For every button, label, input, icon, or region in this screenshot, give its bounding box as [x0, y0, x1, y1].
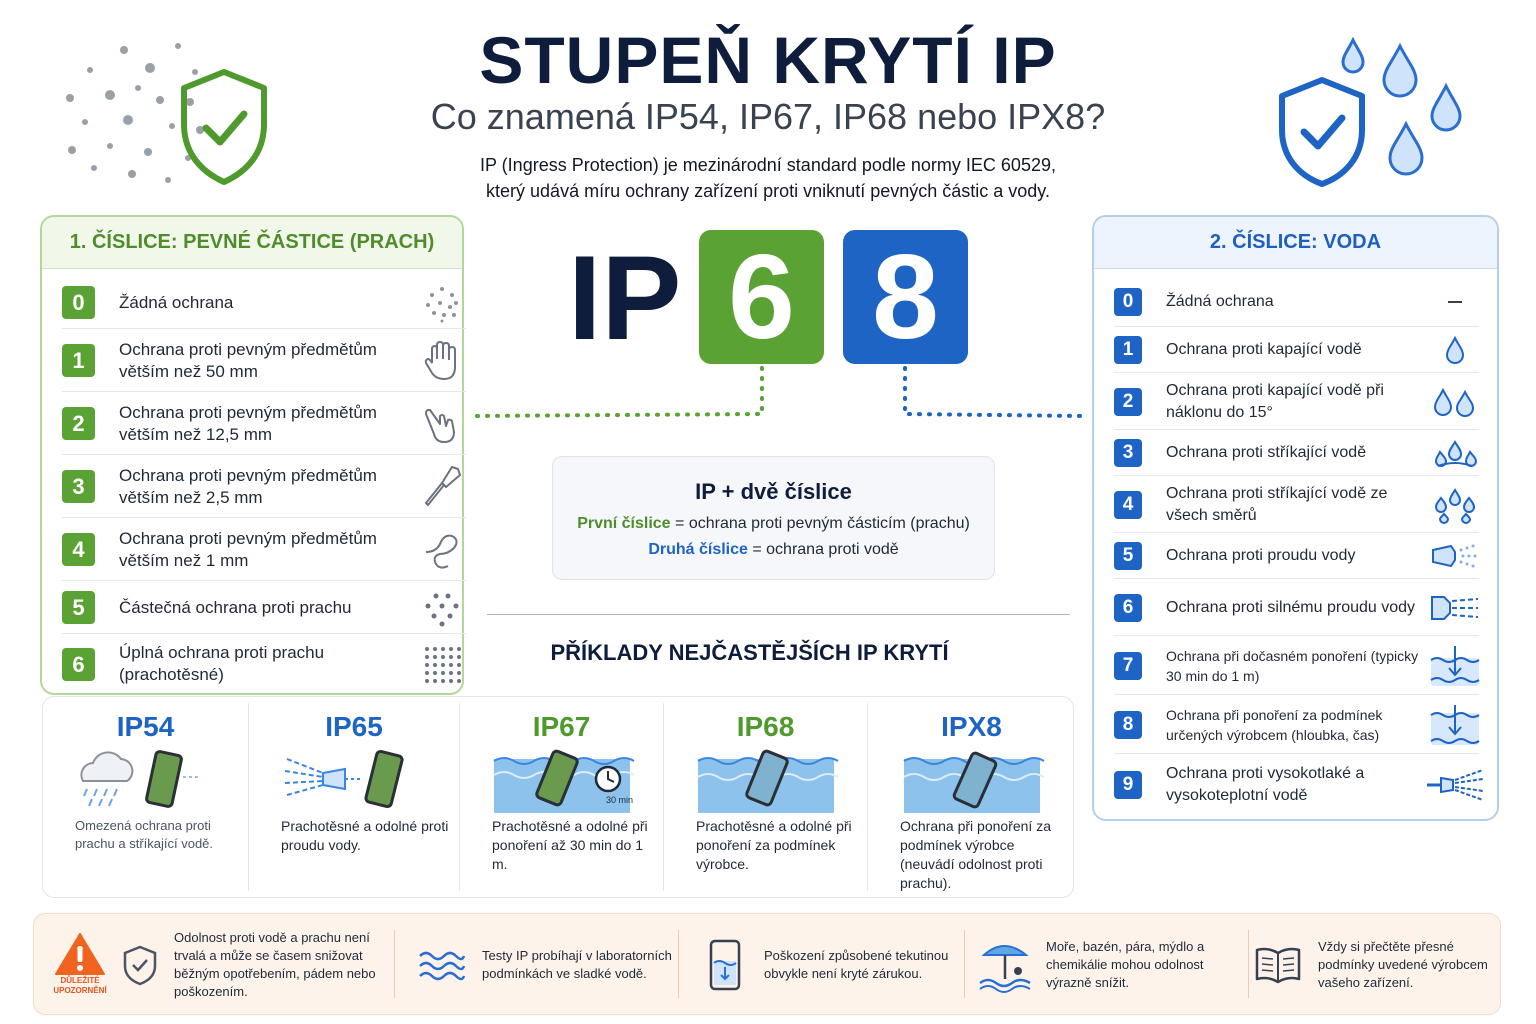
- water-digit-box: 8: [843, 230, 968, 364]
- water-panel-title: 2. ČÍSLICE: VODA: [1094, 217, 1497, 269]
- water-row-6: [1114, 580, 1479, 636]
- dust-panel-title: 1. ČÍSLICE: PEVNÉ ČÁSTICE (PRACH): [42, 217, 462, 269]
- legend-first-key: První číslice: [577, 515, 671, 532]
- dust-row-text: Úplná ochrana proti prachu (prachotěsné): [119, 643, 325, 684]
- dust-row-text: Ochrana proti pevným předmětům větším než 2,5 mm: [119, 465, 377, 507]
- water-row-text: Ochrana proti kapající vodě: [1166, 341, 1362, 358]
- submerged-phone-clock-icon: [494, 751, 634, 813]
- water-row-number: 8: [1114, 711, 1142, 739]
- example-card-ip68: [664, 697, 867, 899]
- dust-panel: [40, 215, 464, 695]
- dust-row-number: 3: [62, 470, 95, 503]
- water-row-1: [1114, 328, 1479, 373]
- splash-all-icon: [1431, 483, 1479, 527]
- water-row-text: Ochrana při dočasném ponoření (typicky 30 min do 1 m): [1166, 647, 1419, 684]
- legend-title: IP + dvě číslice: [695, 479, 852, 504]
- note-text: Odolnost proti vodě a prachu není trvalá a může se časem snižovat běžným opotřebením, pádem nebo poškozením.: [174, 930, 376, 999]
- water-row-3: [1114, 431, 1479, 476]
- note-2: [418, 914, 688, 1016]
- dash-icon: [1431, 280, 1479, 324]
- example-desc: Prachotěsné a odolné při ponoření za podmínek výrobce.: [696, 818, 852, 872]
- water-row-0: [1114, 277, 1479, 327]
- warning-notes: [33, 913, 1501, 1015]
- water-row-7: [1114, 637, 1479, 695]
- water-row-number: 7: [1114, 652, 1142, 680]
- hand-icon: [418, 339, 466, 383]
- water-row-number: 4: [1114, 491, 1142, 519]
- example-title: IP65: [325, 711, 383, 742]
- page-subtitle: Co znamená IP54, IP67, IP68 nebo IPX8?: [430, 96, 1106, 137]
- wire-icon: [418, 528, 466, 572]
- water-row-text: Ochrana proti silnému proudu vody: [1166, 598, 1416, 616]
- example-title: IP67: [532, 711, 591, 742]
- water-row-5: [1114, 534, 1479, 579]
- dust-row-2: [62, 393, 466, 455]
- finger-icon: [418, 402, 466, 446]
- note-separator: [678, 930, 679, 998]
- water-row-number: 1: [1114, 336, 1142, 364]
- example-title: IP54: [116, 711, 175, 742]
- water-row-number: 2: [1114, 388, 1142, 416]
- water-row-number: 9: [1114, 771, 1142, 799]
- note-4: [978, 914, 1238, 1016]
- water-row-text: Ochrana proti proudu vody: [1166, 547, 1356, 564]
- screwdriver-icon: [418, 465, 466, 509]
- water-row-number: 0: [1114, 288, 1142, 316]
- rain-phone-icon: [73, 749, 213, 811]
- dust-row-number: 6: [62, 648, 95, 681]
- note-separator: [964, 930, 965, 998]
- water-row-text: Ochrana proti stříkající vodě: [1166, 444, 1367, 461]
- legend-first-text: = ochrana proti pevným částicím (prachu): [670, 515, 970, 532]
- immersion-icon: [1431, 703, 1479, 747]
- note-separator: [394, 930, 395, 998]
- example-card-ipx8: [868, 697, 1075, 899]
- legend-second-digit: [553, 541, 994, 559]
- water-row-text: Ochrana proti vysokotlaké a vysokoteplotní vodě: [1166, 765, 1365, 804]
- note-text: Poškození způsobené tekutinou obvykle není kryté zárukou.: [764, 948, 949, 981]
- note-text: Testy IP probíhají v laboratorních podmínkách ve sladké vodě.: [482, 948, 672, 981]
- water-row-text: Žádná ochrana: [1166, 292, 1274, 310]
- nozzle-icon: [1431, 534, 1479, 578]
- example-card-ip67: [460, 697, 663, 899]
- warning-label: DŮLEŽITÉ UPOZORNĚNÍ: [53, 976, 107, 995]
- legend-second-text: = ochrana proti vodě: [747, 541, 899, 558]
- dust-row-number: 1: [62, 344, 95, 377]
- dust-row-number: 4: [62, 533, 95, 566]
- submerged-phone-icon: [698, 751, 834, 813]
- dust-row-4: [62, 519, 466, 581]
- note-1: [122, 914, 387, 1016]
- note-text: Vždy si přečtěte přesné podmínky uvedené výrobcem vašeho zařízení.: [1318, 939, 1488, 990]
- intro-line-2: který udává míru ochrany zařízení proti vniknutí pevných částic a vody.: [486, 181, 1050, 201]
- dust-row-6: [62, 635, 466, 693]
- dust-row-number: 2: [62, 407, 95, 440]
- example-desc: Prachotěsné a odolné proti proudu vody.: [281, 818, 449, 853]
- note-separator: [1248, 930, 1249, 998]
- dust-row-text: Ochrana proti pevným předmětům větším než 1 mm: [119, 528, 377, 570]
- dust-row-number: 5: [62, 591, 95, 624]
- green-shield-icon: [176, 66, 272, 188]
- water-drops-icon: [1338, 36, 1468, 176]
- legend-second-key: Druhá číslice: [648, 541, 748, 558]
- note-text: Moře, bazén, pára, mýdlo a chemikálie mohou odolnost výrazně snížit.: [1046, 939, 1205, 990]
- example-desc: Prachotěsné a odolné při ponoření až 30 min do 1 m.: [492, 818, 648, 872]
- water-row-number: 5: [1114, 542, 1142, 570]
- ip-label: IP: [568, 231, 682, 365]
- dust-digit-box: 6: [699, 230, 824, 364]
- high-pressure-icon: [1431, 763, 1479, 807]
- beach-icon: [978, 939, 1032, 991]
- note-5: [1254, 914, 1494, 1016]
- dust-row-text: Ochrana proti pevným předmětům větším než 50 mm: [119, 339, 377, 381]
- ip-legend: [552, 456, 995, 580]
- example-title: IPX8: [941, 711, 1002, 742]
- dust-dots-icon: [418, 586, 466, 630]
- water-row-2: [1114, 374, 1479, 430]
- example-card-ip65: [249, 697, 459, 899]
- water-row-text: Ochrana při ponoření za podmínek určených výrobcem (hloubka, čas): [1166, 706, 1383, 743]
- example-card-ip54: [43, 697, 248, 899]
- water-row-number: 6: [1114, 594, 1142, 622]
- digit-connectors: [464, 364, 1094, 424]
- splash-icon: [1431, 431, 1479, 475]
- dust-row-number: 0: [62, 286, 95, 319]
- page-title: STUPEŇ KRYTÍ IP: [479, 23, 1057, 97]
- immersion-icon: [1431, 644, 1479, 688]
- intro-line-1: IP (Ingress Protection) je mezinárodní standard podle normy IEC 60529,: [480, 155, 1056, 175]
- drop-icon: [1431, 328, 1479, 372]
- section-divider: [487, 614, 1070, 615]
- water-row-number: 3: [1114, 439, 1142, 467]
- deep-submerged-phone-icon: [904, 751, 1040, 813]
- two-drops-icon: [1431, 380, 1479, 424]
- water-panel: [1092, 215, 1499, 821]
- examples-title: PŘÍKLADY NEJČASTĚJŠÍCH IP KRYTÍ: [550, 640, 949, 665]
- dust-row-text: Částečná ochrana proti prachu: [119, 597, 352, 617]
- water-row-text: Ochrana proti kapající vodě při náklonu do 15°: [1166, 381, 1384, 421]
- warning-triangle-icon: [54, 932, 106, 976]
- strong-jet-icon: [1431, 586, 1479, 630]
- dust-row-1: [62, 330, 466, 392]
- note-3: [708, 914, 968, 1016]
- water-row-9: [1114, 755, 1479, 815]
- water-jet-phone-icon: [283, 749, 423, 811]
- examples-strip: [42, 696, 1074, 898]
- example-desc: Ochrana při ponoření za podmínek výrobce (neuvádí odolnost proti prachu).: [900, 818, 1051, 891]
- clock-label: 30 min: [606, 795, 634, 805]
- dust-row-text: Ochrana proti pevným předmětům větším než 12,5 mm: [119, 402, 377, 444]
- waves-icon: [418, 948, 464, 982]
- phone-water-icon: [708, 939, 742, 991]
- dust-grid-icon: [418, 642, 466, 686]
- legend-first-digit: [553, 515, 994, 533]
- water-row-8: [1114, 696, 1479, 754]
- example-desc: Omezená ochrana proti prachu a stříkající vodě.: [75, 818, 214, 851]
- dust-row-3: [62, 456, 466, 518]
- water-row-text: Ochrana proti stříkající vodě ze všech směrů: [1166, 484, 1388, 524]
- water-row-4: [1114, 477, 1479, 533]
- book-icon: [1254, 945, 1302, 985]
- dust-row-0: [62, 277, 466, 329]
- example-title: IP68: [736, 711, 795, 742]
- shield-check-icon: [122, 944, 158, 986]
- dust-dots-icon: [418, 281, 466, 325]
- dust-row-text: Žádná ochrana: [119, 292, 234, 312]
- dust-row-5: [62, 582, 466, 634]
